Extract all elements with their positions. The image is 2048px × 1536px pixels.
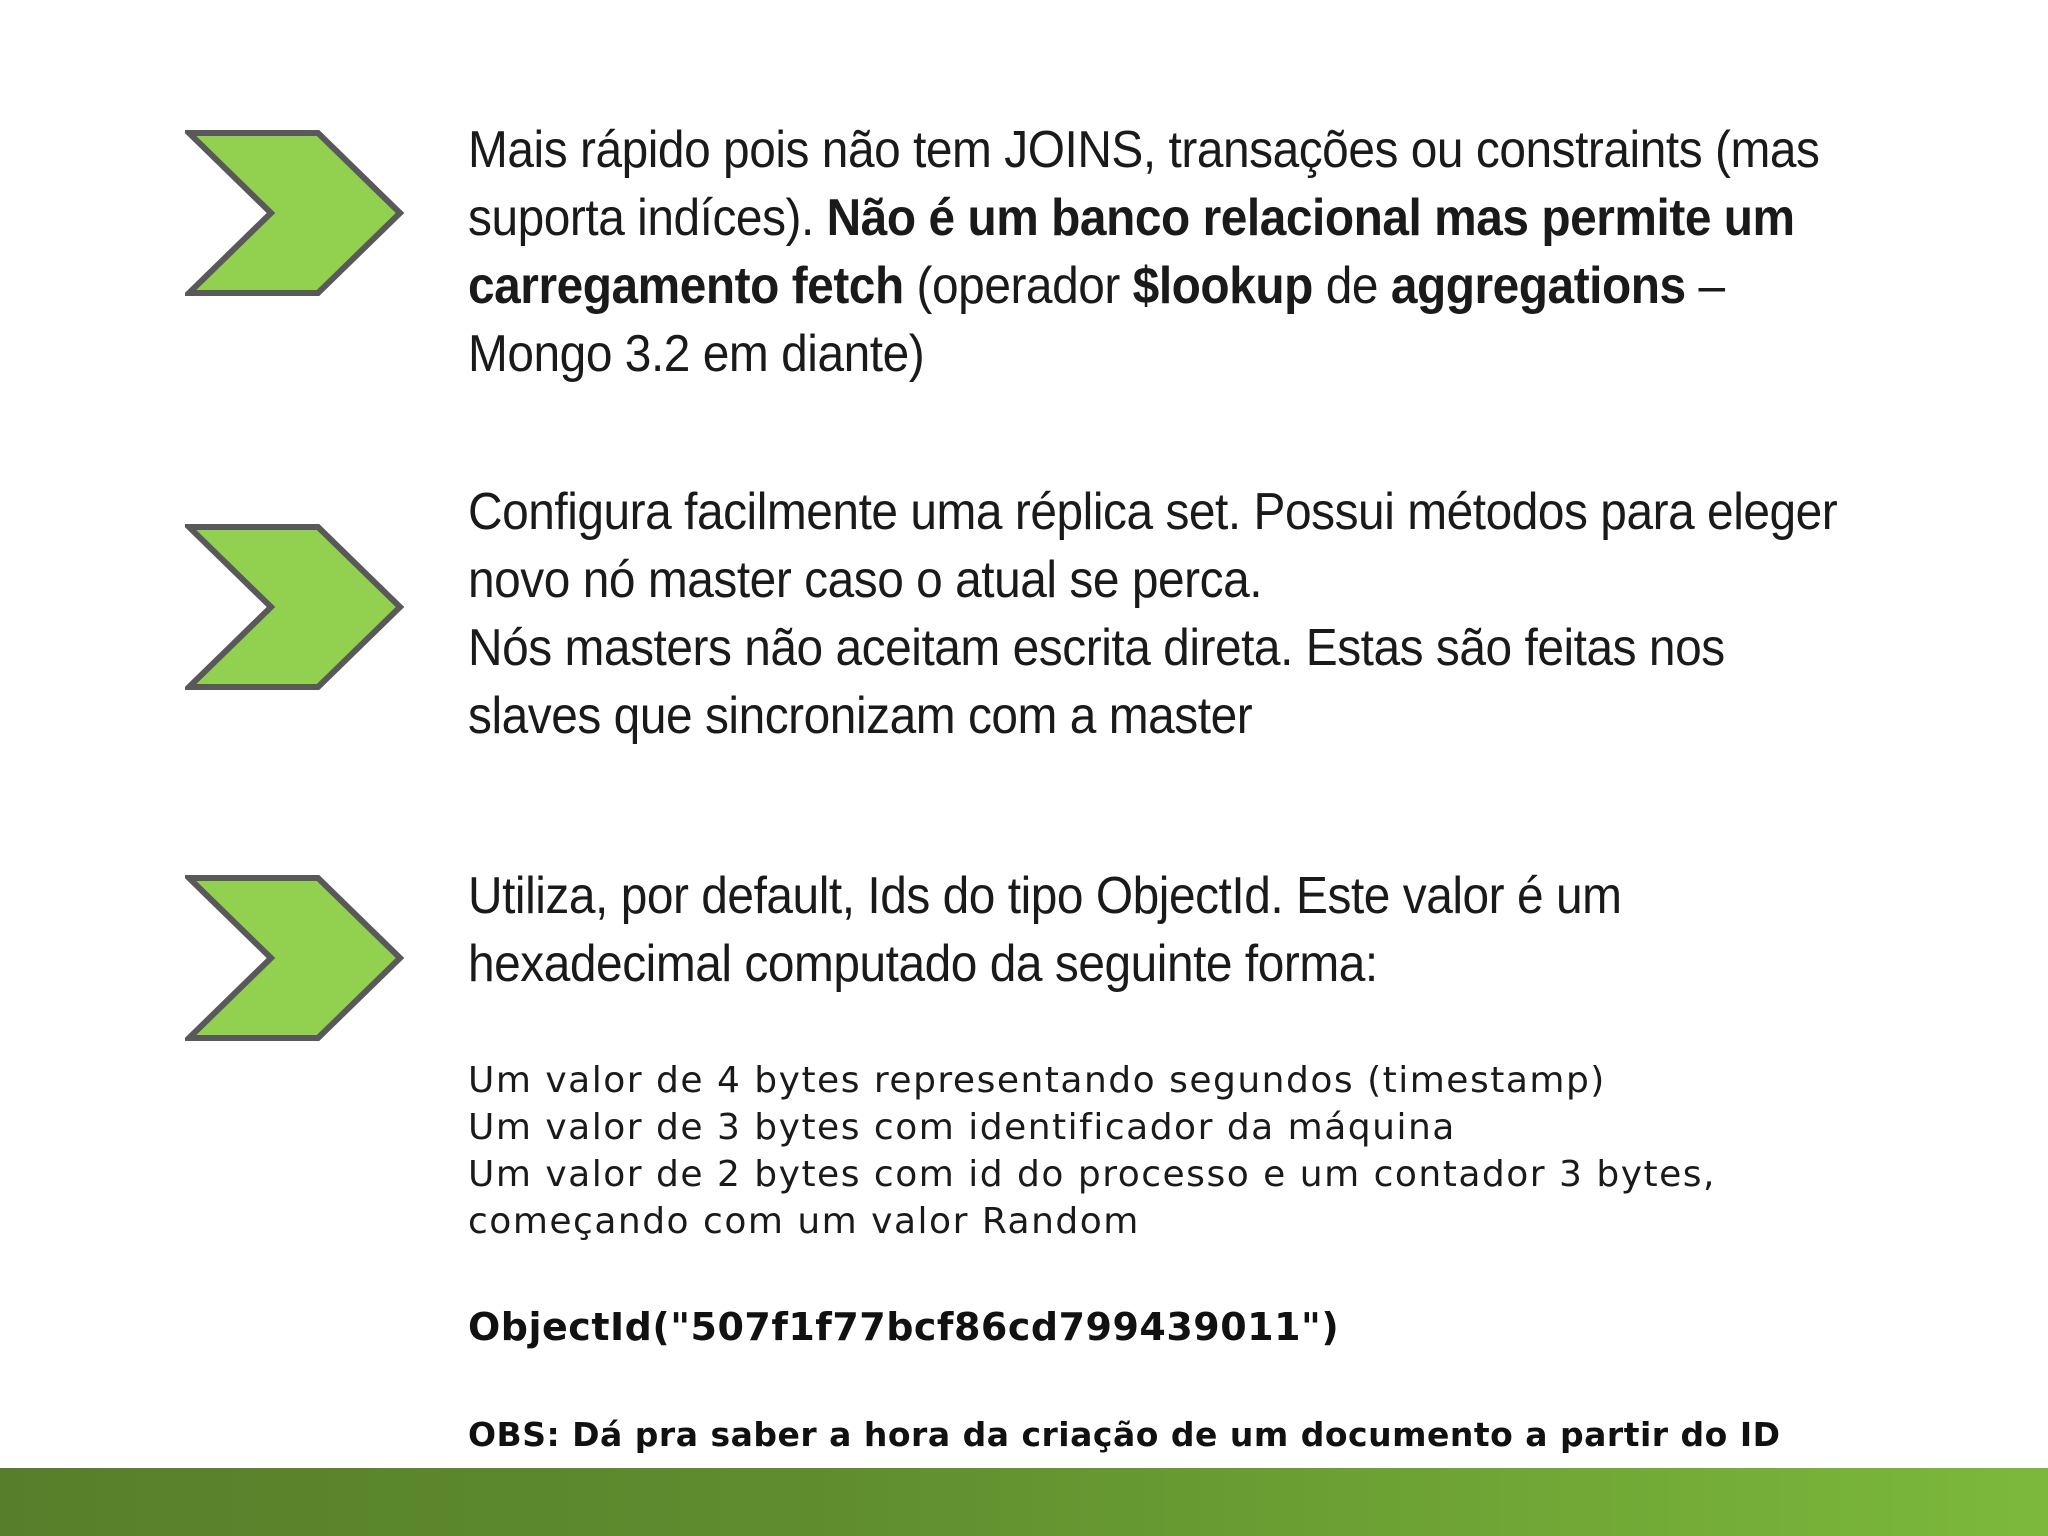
objectid-part: começando com um valor Random	[468, 1201, 1140, 1242]
footer-bar	[0, 1468, 2048, 1536]
objectid-part: Um valor de 2 bytes com id do processo e um contador 3 bytes,	[468, 1154, 1716, 1195]
objectid-part: Um valor de 3 bytes com identificador da máquina	[468, 1107, 1456, 1148]
text-segment: suporta indíces).	[468, 189, 827, 247]
bullet-line	[468, 320, 1866, 388]
bullet-text-replica-set	[468, 478, 1866, 750]
text-segment: hexadecimal computado da seguinte forma:	[468, 935, 1378, 993]
bullet-line	[468, 116, 1866, 184]
bold-text: aggregations	[1390, 257, 1686, 315]
bold-text: Não é um banco relacional mas permite um	[826, 189, 1795, 247]
bold-text: carregamento fetch	[468, 257, 904, 315]
bullet-line	[468, 614, 1866, 682]
objectid-part: Um valor de 4 bytes representando segundos (timestamp)	[468, 1060, 1606, 1101]
text-segment: de	[1312, 257, 1391, 315]
text-segment: Mais rápido pois não tem JOINS, transações ou constraints (mas	[468, 121, 1820, 179]
obs-note: OBS: Dá pra saber a hora da criação de um documento a partir do ID	[468, 1415, 1781, 1454]
bullet-line	[468, 862, 1866, 930]
chevron-right-icon	[185, 128, 405, 298]
text-segment: Mongo 3.2 em diante)	[468, 325, 925, 383]
bullet-line	[468, 930, 1866, 998]
bullet-line	[468, 478, 1866, 546]
bullet-line	[468, 546, 1866, 614]
chevron-right-icon	[185, 873, 405, 1043]
chevron-right-icon	[185, 522, 405, 692]
objectid-parts-list	[468, 1057, 1716, 1245]
text-segment: novo nó master caso o atual se perca.	[468, 551, 1263, 609]
bold-text: $lookup	[1132, 257, 1313, 315]
text-segment: Nós masters não aceitam escrita direta. Estas são feitas nos	[468, 619, 1725, 677]
text-segment: slaves que sincronizam com a master	[468, 687, 1253, 745]
text-segment: Configura facilmente uma réplica set. Possui métodos para eleger	[468, 483, 1838, 541]
text-segment: –	[1685, 257, 1725, 315]
objectid-example: ObjectId("507f1f77bcf86cd799439011")	[468, 1305, 1340, 1349]
bullet-text-performance	[468, 116, 1866, 388]
bullet-line	[468, 682, 1866, 750]
bullet-text-objectid	[468, 862, 1866, 998]
bullet-line	[468, 252, 1866, 320]
bullet-line	[468, 184, 1866, 252]
text-segment: (operador	[903, 257, 1133, 315]
text-segment: Utiliza, por default, Ids do tipo ObjectId. Este valor é um	[468, 867, 1622, 925]
